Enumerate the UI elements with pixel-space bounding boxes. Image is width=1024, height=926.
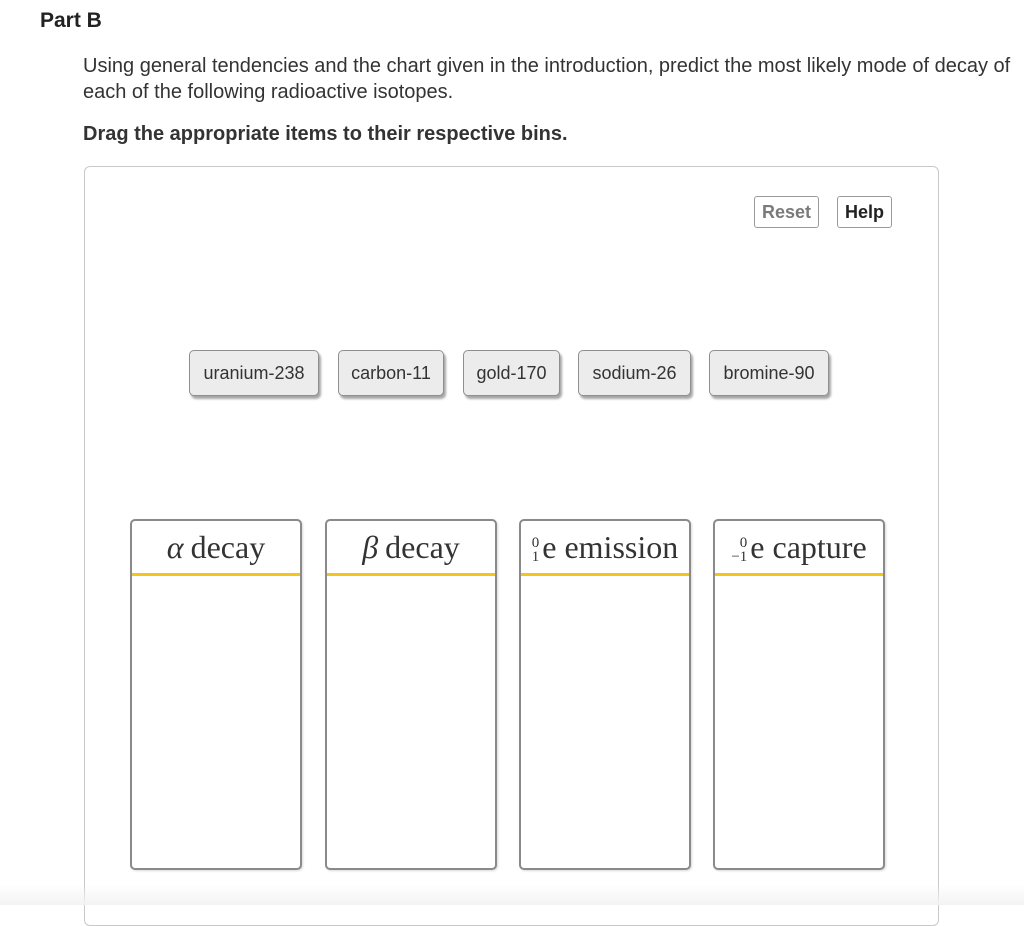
question-text: Using general tendencies and the chart given in the introduction, predict the most likely mode of decay of each of the following radioactive isotopes. <box>83 55 1011 103</box>
bin-electron-capture[interactable] <box>713 519 885 870</box>
reset-button[interactable]: Reset <box>754 196 819 228</box>
tile-uranium-238[interactable]: uranium-238 <box>189 350 319 396</box>
bin-beta-decay[interactable] <box>325 519 497 870</box>
bin-positron-emission[interactable] <box>519 519 691 870</box>
bin-label: decay <box>190 528 266 565</box>
alpha-symbol: α <box>166 528 184 565</box>
help-button[interactable]: Help <box>837 196 892 228</box>
part-title: Part B <box>40 9 102 32</box>
bottom-fade <box>0 885 1024 905</box>
bin-alpha-decay[interactable] <box>130 519 302 870</box>
atomic-number: −1 <box>731 549 748 565</box>
nuclide-notation <box>731 536 747 564</box>
bin-header <box>715 521 883 576</box>
tile-bromine-90[interactable]: bromine-90 <box>709 350 829 396</box>
beta-symbol: β <box>362 528 379 565</box>
bin-header <box>521 521 689 576</box>
tile-sodium-26[interactable]: sodium-26 <box>578 350 691 396</box>
instruction-text: Drag the appropriate items to their respective bins. <box>83 123 568 145</box>
tile-gold-170[interactable]: gold-170 <box>463 350 560 396</box>
bin-label: decay <box>385 528 460 565</box>
nuclide-notation <box>532 536 540 564</box>
bin-header <box>132 521 300 576</box>
bin-label: e capture <box>750 528 867 565</box>
mass-number: 0 <box>531 535 540 551</box>
bin-header <box>327 521 495 576</box>
tile-carbon-11[interactable]: carbon-11 <box>338 350 444 396</box>
bin-label: e emission <box>542 528 679 565</box>
mass-number: 0 <box>739 535 748 551</box>
atomic-number: 1 <box>531 549 540 565</box>
